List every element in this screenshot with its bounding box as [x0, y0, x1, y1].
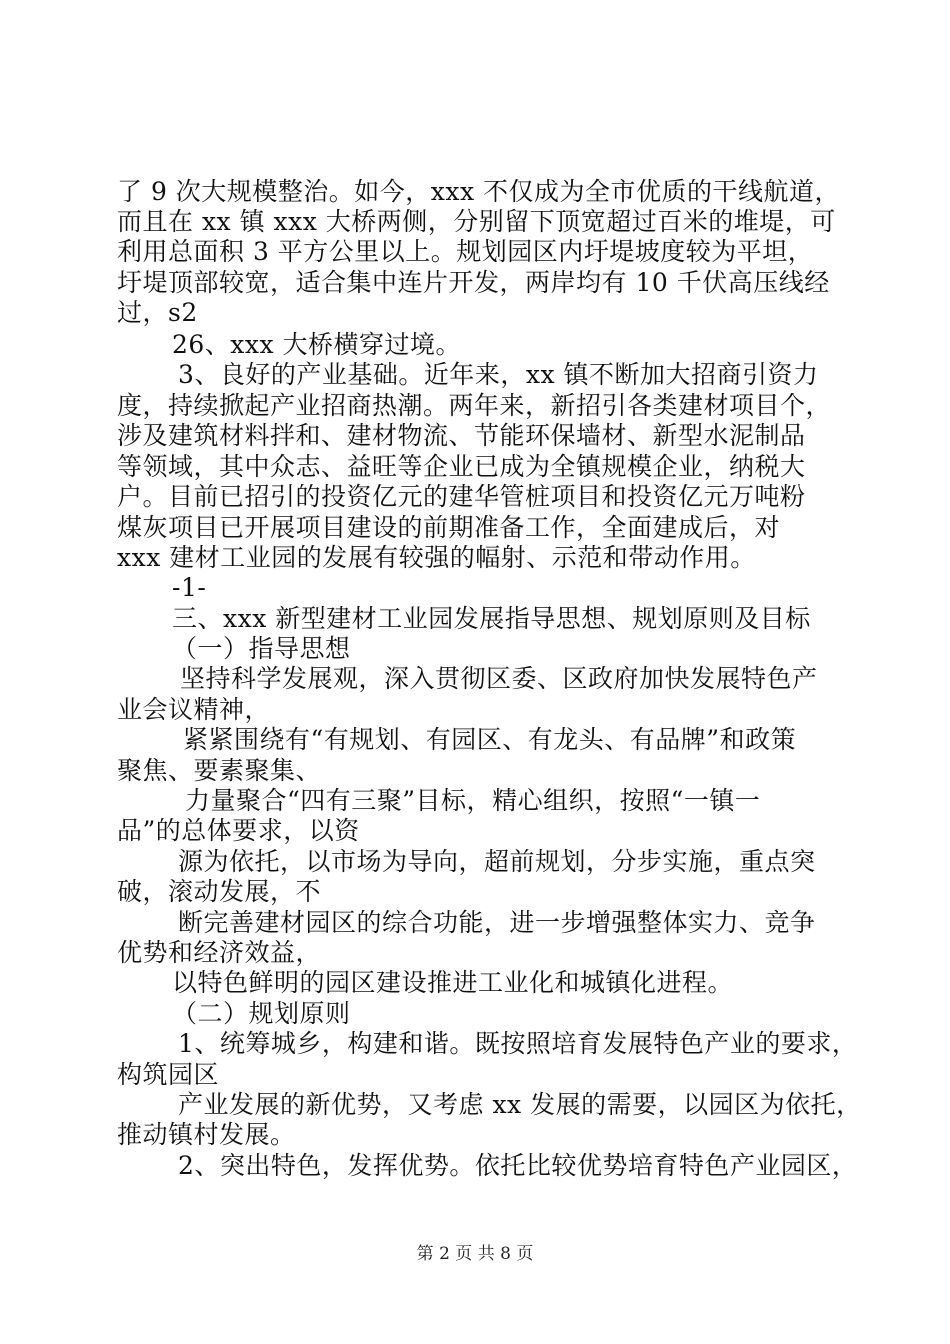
body-line: 坚持科学发展观，深入贯彻区委、区政府加快发展特色产 — [180, 664, 818, 693]
body-line: 户。目前已招引的投资亿元的建华管桩项目和投资亿元万吨粉 — [117, 482, 806, 511]
body-line: 品”的总体要求，以资 — [117, 816, 360, 845]
body-line: xxx 建材工业园的发展有较强的幅射、示范和带动作用。 — [117, 543, 756, 572]
body-line: 涉及建筑材料拌和、建材物流、节能环保墙材、新型水泥制品 — [117, 421, 806, 450]
page-footer: 第 2 页 共 8 页 — [416, 1244, 534, 1264]
body-line: 1、统筹城乡，构建和谐。既按照培育发展特色产业的要求， — [178, 1029, 858, 1058]
section-heading: 三、xxx 新型建材工业园发展指导思想、规划原则及目标 — [172, 604, 811, 633]
body-line: 产业发展的新优势，又考虑 xx 发展的需要，以园区为依托， — [178, 1090, 862, 1119]
body-line: 源为依托，以市场为导向，超前规划，分步实施，重点突 — [178, 847, 816, 876]
body-line: 利用总面积 3 平方公里以上。规划园区内圩堤坡度较为平坦， — [117, 237, 814, 266]
body-line: 业会议精神， — [117, 695, 271, 724]
body-line: 等领域，其中众志、益旺等企业已成为全镇规模企业，纳税大 — [117, 452, 806, 481]
body-line: 力量聚合“四有三聚”目标，精心组织，按照“一镇一 — [185, 786, 761, 815]
body-line: 断完善建材园区的综合功能，进一步增强整体实力、竞争 — [178, 908, 816, 937]
page-number-inline: -1- — [172, 573, 207, 602]
body-line: 圩堤顶部较宽，适合集中连片开发，两岸均有 10 千伏高压线经 — [117, 268, 830, 297]
body-line: 以特色鲜明的园区建设推进工业化和城镇化进程。 — [172, 968, 734, 997]
body-line: 紧紧围绕有“有规划、有园区、有龙头、有品牌”和政策 — [183, 725, 797, 754]
body-line: 煤灰项目已开展项目建设的前期准备工作，全面建成后，对 — [117, 513, 781, 542]
body-line: 2、突出特色，发挥优势。依托比较优势培育特色产业园区， — [178, 1151, 858, 1180]
body-line: 优势和经济效益， — [117, 938, 322, 967]
body-line: 构筑园区 — [117, 1060, 220, 1089]
body-line: 破，滚动发展，不 — [117, 877, 322, 906]
body-line: 聚焦、要素聚集、 — [117, 756, 322, 785]
body-line: 而且在 xx 镇 xxx 大桥两侧，分别留下顶宽超过百米的堆堤，可 — [117, 207, 836, 236]
subsection-heading: （二）规划原则 — [172, 999, 351, 1028]
body-line: 推动镇村发展。 — [117, 1120, 296, 1149]
body-line: 度，持续掀起产业招商热潮。两年来，新招引各类建材项目个， — [117, 391, 832, 420]
body-line: 3、良好的产业基础。近年来，xx 镇不断加大招商引资力 — [178, 360, 819, 389]
body-line: 过，s2 — [117, 298, 198, 327]
body-line: 26、xxx 大桥横穿过境。 — [172, 330, 462, 359]
subsection-heading: （一）指导思想 — [172, 634, 351, 663]
body-line: 了 9 次大规模整治。如今，xxx 不仅成为全市优质的干线航道， — [117, 177, 841, 206]
